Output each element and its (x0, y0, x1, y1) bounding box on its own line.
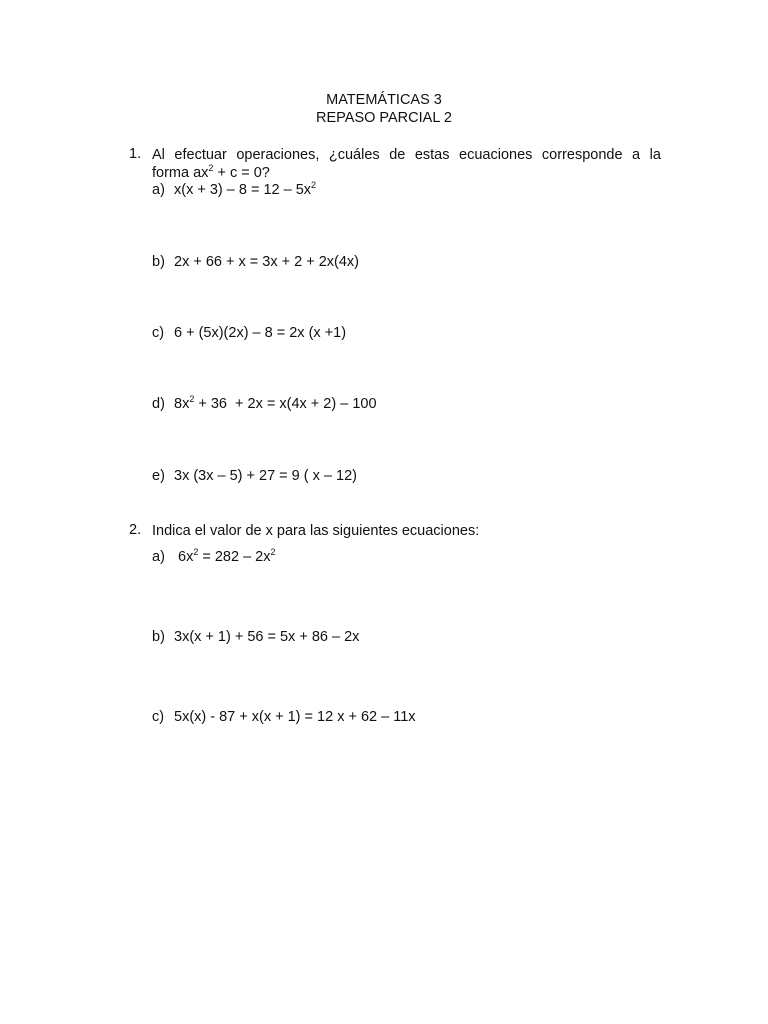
word: la (649, 147, 661, 163)
document-title: MATEMÁTICAS 3 (326, 92, 442, 108)
question-1-item-b: b) 2x + 66 + x = 3x + 2 + 2x(4x) (152, 254, 359, 270)
question-1-item-d: d) $8x^2 + 36 + 2x = x(4x + 2) - 100$ (152, 394, 377, 412)
word: ecuaciones (459, 147, 533, 163)
question-2-item-a: a) $6x^2 = 282 - 2x^2$ (152, 547, 276, 565)
question-1-item-a: a) $x(x + 3) - 8 = 12 - 5x^2$ (152, 180, 317, 198)
question-2-item-b: b) 3x(x + 1) + 56 = 5x + 86 – 2x (152, 629, 360, 645)
question-2-item-c: c) 5x(x) - 87 + x(x + 1) = 12 x + 62 – 11x (152, 709, 416, 725)
word: efectuar (174, 147, 227, 163)
document-subtitle: REPASO PARCIAL 2 (316, 110, 452, 126)
word: operaciones, (236, 147, 320, 163)
word: estas (414, 147, 450, 163)
word: corresponde (541, 147, 623, 163)
question-1-item-c: c) 6 + (5x)(2x) – 8 = 2x (x +1) (152, 325, 347, 341)
question-1-line-2: forma $ax^2 + c = 0$? (152, 163, 270, 181)
word: Al (152, 147, 165, 163)
question-1-line-1 (152, 146, 661, 164)
question-1-number: 1. (129, 146, 142, 162)
word: ¿cuáles (328, 147, 380, 163)
word: a (632, 147, 641, 163)
question-2-text: Indica el valor de x para las siguientes ecuaciones: (152, 523, 480, 539)
question-1-text (152, 146, 661, 182)
question-2-number: 2. (129, 522, 142, 538)
word: de (389, 147, 406, 163)
question-1-item-e: e) 3x (3x – 5) + 27 = 9 ( x – 12) (152, 468, 357, 484)
